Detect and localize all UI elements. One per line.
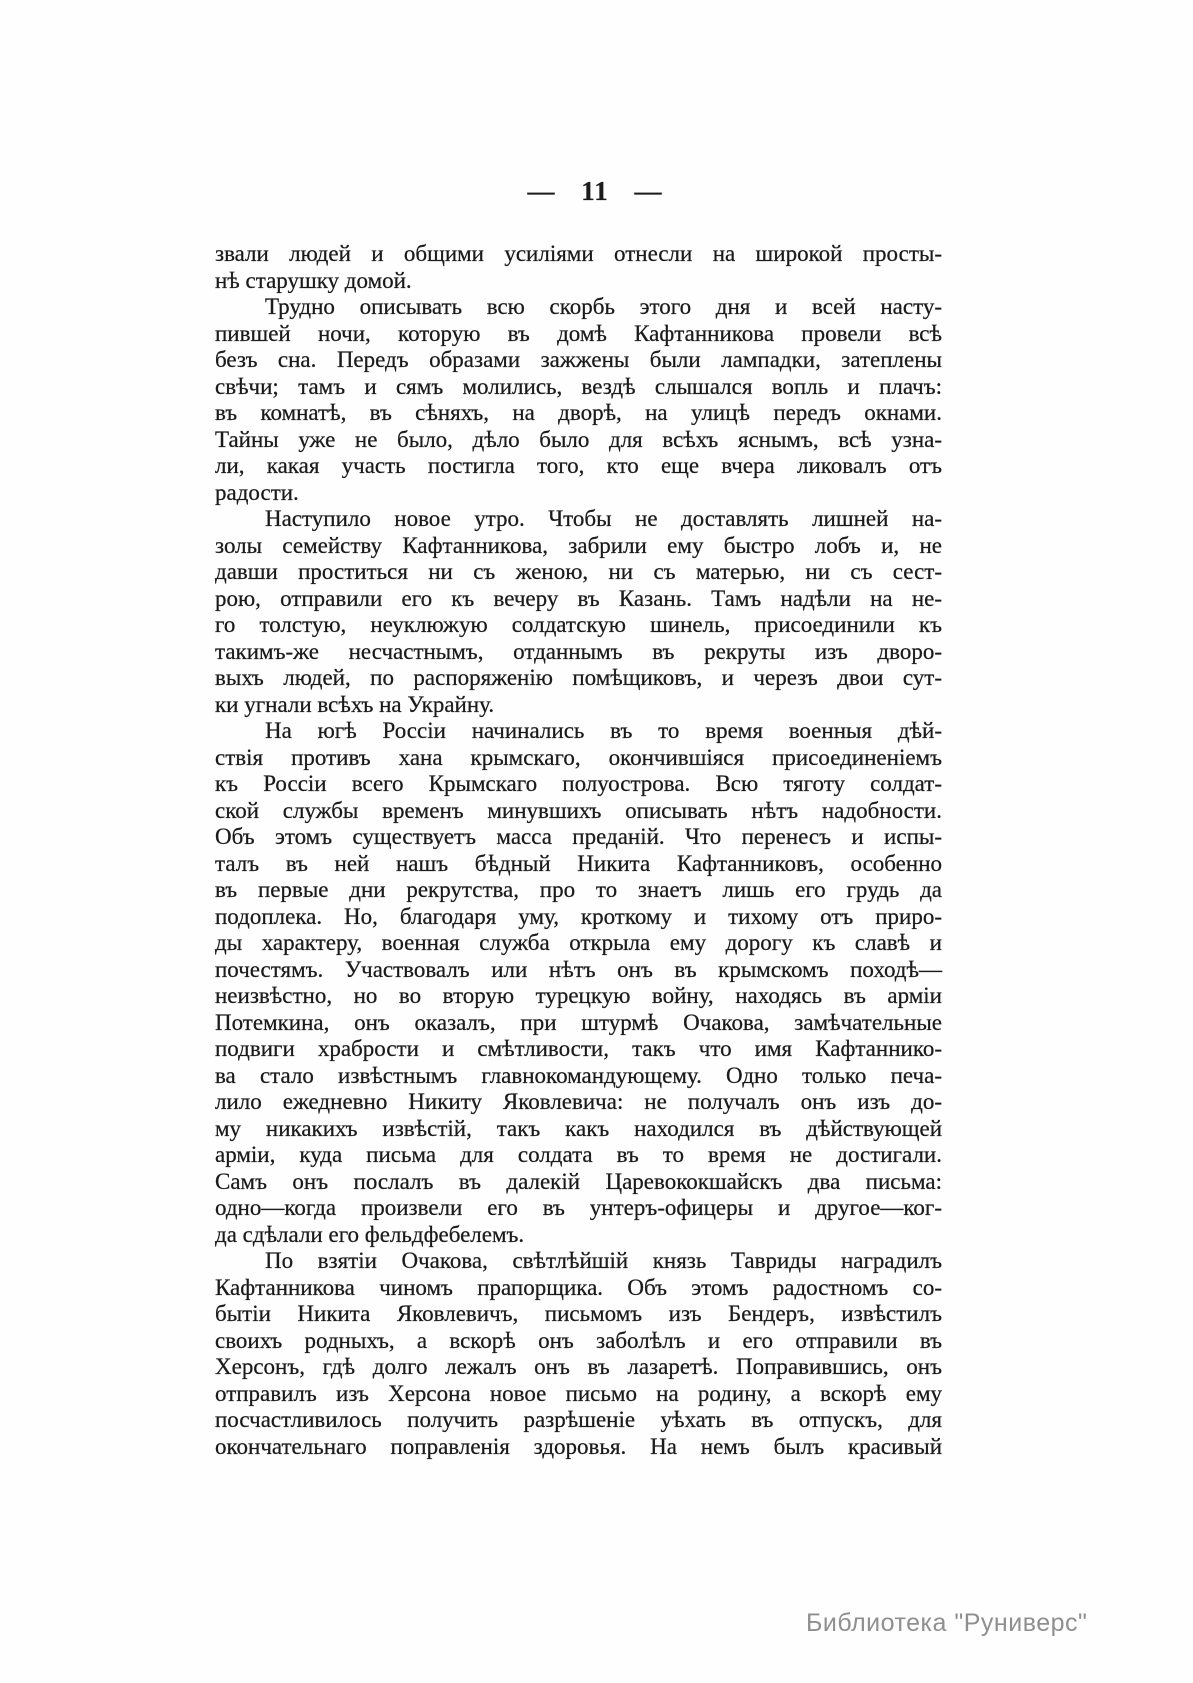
text-line: ствія противъ хана крымскаго, окончившіяся присоединеніемъ: [215, 744, 942, 770]
text-line: да сдѣлали его фельдфебелемъ.: [215, 1221, 525, 1247]
text-line: На югѣ Россіи начинались въ то время военныя дѣй-: [265, 718, 942, 743]
text-line: талъ въ ней нашъ бѣдный Никита Кафтанниковъ, особенно: [215, 850, 942, 876]
paragraph: [215, 718, 942, 1248]
text-line: арміи, куда письма для солдата въ то время не достигали.: [215, 1142, 942, 1167]
text-line: давши проститься ни съ женою, ни съ матерью, ни съ сест-: [215, 559, 942, 584]
text-line: въ комнатѣ, въ сѣняхъ, на дворѣ, на улицѣ передъ окнами.: [215, 400, 942, 425]
text-line: почестямъ. Участвовалъ или нѣтъ онъ въ крымскомъ походѣ—: [215, 956, 942, 982]
text-line: своихъ родныхъ, а вскорѣ онъ заболѣлъ и его отправили въ: [215, 1327, 942, 1353]
watermark: Библиотека "Руниверс": [806, 1609, 1088, 1637]
text-line: Тайны уже не было, дѣло было для всѣхъ яснымъ, всѣ узна-: [215, 426, 942, 452]
text-line: ки угнали всѣхъ на Украйну.: [215, 691, 495, 717]
paragraph: [215, 294, 942, 506]
text-line: Потемкина, онъ оказалъ, при штурмѣ Очакова, замѣчательные: [215, 1009, 942, 1035]
text-line: Самъ онъ послалъ въ далекій Царевококшайскъ два письма:: [215, 1168, 942, 1194]
text-line: свѣчи; тамъ и сямъ молились, вездѣ слышался вопль и плачъ:: [215, 373, 942, 399]
text-line: го толстую, неуклюжую солдатскую шинель, присоединили къ: [215, 612, 942, 637]
text-line: къ Россіи всего Крымскаго полуострова. Всю тяготу солдат-: [215, 771, 942, 796]
paragraph: [215, 506, 942, 718]
text-line: рою, отправили его къ вечеру въ Казань. Тамъ надѣли на не-: [215, 585, 942, 611]
text-line: нѣ старушку домой.: [215, 267, 412, 293]
text-line: неизвѣстно, но во вторую турецкую войну, находясь въ арміи: [215, 983, 942, 1008]
text-line: Объ этомъ существуетъ масса преданій. Что перенесъ и испы-: [215, 824, 942, 849]
text-block: [215, 241, 942, 1460]
text-line: лило ежедневно Никиту Яковлевича: не получалъ онъ изъ до-: [215, 1089, 942, 1114]
text-line: Трудно описывать всю скорбь этого дня и всей насту-: [265, 294, 942, 319]
text-line: бытіи Никита Яковлевичъ, письмомъ изъ Бендеръ, извѣстилъ: [215, 1301, 942, 1326]
paragraph: [215, 241, 942, 294]
text-line: такимъ-же несчастнымъ, отданнымъ въ рекруты изъ дворо-: [215, 638, 942, 664]
text-line: Кафтанникова чиномъ прапорщика. Объ этомъ радостномъ со-: [215, 1274, 942, 1300]
text-line: По взятіи Очакова, свѣтлѣйшій князь Тавриды наградилъ: [265, 1248, 942, 1273]
page-number: — 11 —: [527, 176, 663, 206]
text-line: ской службы временъ минувшихъ описывать нѣтъ надобности.: [215, 797, 942, 823]
text-line: окончательнаго поправленія здоровья. На немъ былъ красивый: [215, 1433, 942, 1459]
text-line: ды характеру, военная служба открыла ему дорогу къ славѣ и: [215, 930, 942, 955]
text-line: посчастливилось получить разрѣшеніе уѣхать въ отпускъ, для: [215, 1407, 942, 1432]
text-line: отправилъ изъ Херсона новое письмо на родину, а вскорѣ ему: [215, 1380, 942, 1406]
text-line: радости.: [215, 479, 299, 505]
text-line: выхъ людей, по распоряженію помѣщиковъ, и черезъ двои сут-: [215, 665, 942, 690]
text-line: ли, какая участь постигла того, кто еще вчера ликовалъ отъ: [215, 453, 942, 478]
paragraph: [215, 1248, 942, 1460]
text-line: Наступило новое утро. Чтобы не доставлять лишней на-: [265, 506, 942, 531]
text-line: подоплека. Но, благодаря уму, кроткому и тихому отъ приро-: [215, 903, 942, 929]
text-line: безъ сна. Передъ образами зажжены были лампадки, затеплены: [215, 347, 942, 372]
text-line: подвиги храбрости и смѣтливости, такъ что имя Кафтаннико-: [215, 1036, 942, 1061]
text-line: пившей ночи, которую въ домѣ Кафтанникова провели всѣ: [215, 320, 942, 346]
text-line: звали людей и общими усиліями отнесли на широкой просты-: [215, 241, 942, 266]
text-line: одно—когда произвели его въ унтеръ-офицеры и другое—ког-: [215, 1195, 942, 1220]
text-line: Херсонъ, гдѣ долго лежалъ онъ въ лазаретѣ. Поправившись, онъ: [215, 1354, 942, 1379]
text-line: му никакихъ извѣстій, такъ какъ находился въ дѣйствующей: [215, 1115, 942, 1141]
text-line: ва стало извѣстнымъ главнокомандующему. Одно только печа-: [215, 1062, 942, 1088]
text-line: золы семейству Кафтанникова, забрили ему быстро лобъ и, не: [215, 532, 942, 558]
text-line: въ первые дни рекрутства, про то знаетъ лишь его грудь да: [215, 877, 942, 902]
